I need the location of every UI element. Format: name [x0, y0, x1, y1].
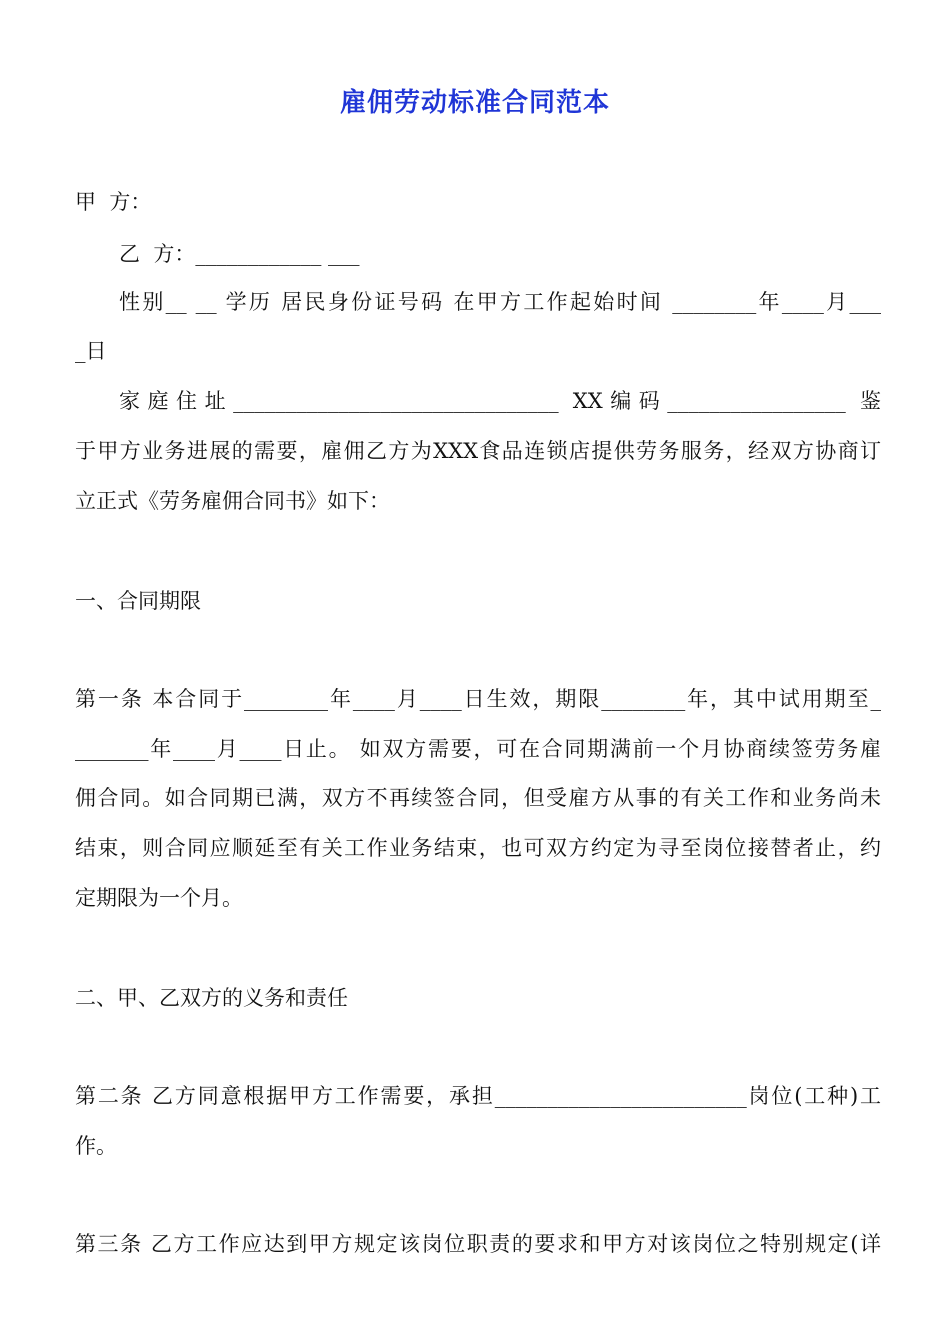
personal-info-line: 性别__ __ 学历 居民身份证号码 在甲方工作起始时间 ________年____月___: [119, 290, 881, 314]
article-1-line-5: 定期限为一个月。: [75, 886, 243, 910]
article-3-line-1: 第三条 乙方工作应达到甲方规定该岗位职责的要求和甲方对该岗位之特别规定(详: [75, 1232, 881, 1256]
address-line: 家庭住址_______________________________ XX编码_________________ 鉴: [119, 389, 881, 413]
personal-info-line-cont: _日: [75, 339, 107, 363]
article-1-line-2: _______年____月____日止。 如双方需要，可在合同期满前一个月协商续签劳务雇: [75, 737, 881, 761]
intro-paragraph-line-2: 立正式《劳务雇佣合同书》如下：: [75, 489, 390, 513]
article-2-line-1: 第二条 乙方同意根据甲方工作需要，承担________________________岗位(工种)工: [75, 1084, 881, 1108]
article-2-line-2: 作。: [75, 1134, 117, 1158]
article-1-line-1: 第一条 本合同于________年____月____日生效，期限________年，其中试用期至_: [75, 687, 881, 711]
article-1-line-4: 结束，则合同应顺延至有关工作业务结束，也可双方约定为寻至岗位接替者止，约: [75, 836, 881, 860]
section-heading-obligations: 二、甲、乙双方的义务和责任: [75, 986, 348, 1010]
article-1-line-3: 佣合同。如合同期已满，双方不再续签合同，但受雇方从事的有关工作和业务尚未: [75, 786, 881, 810]
intro-paragraph-line-1: 于甲方业务进展的需要，雇佣乙方为XXX食品连锁店提供劳务服务，经双方协商订: [75, 439, 881, 463]
party-b-line: 乙 方：____________ ___: [119, 242, 360, 266]
document-title: 雇佣劳动标准合同范本: [339, 88, 610, 118]
party-a-line: 甲 方：: [75, 190, 152, 214]
section-heading-term: 一、合同期限: [75, 589, 201, 613]
